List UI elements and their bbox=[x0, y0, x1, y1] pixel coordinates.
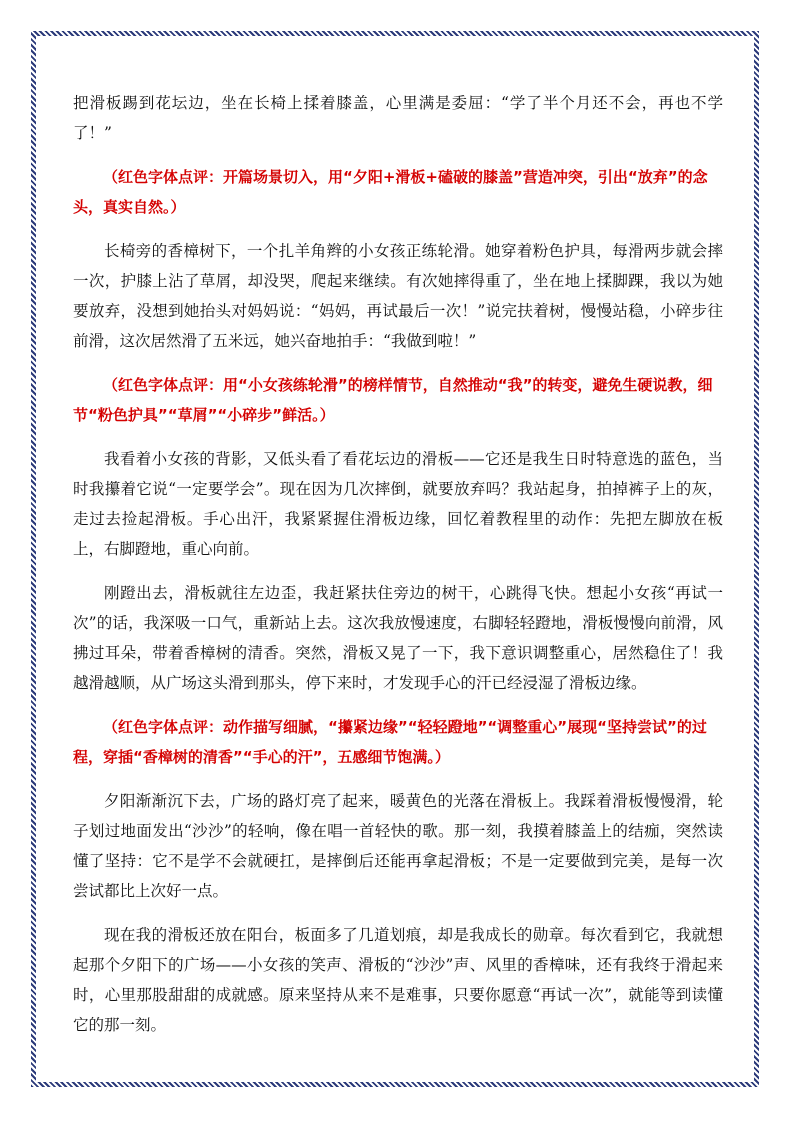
paragraph: 我看着小女孩的背影，又低头看了看花坛边的滑板——它还是我生日时特意选的蓝色，当时我攥着它说“一定要学会”。现在因为几次摔倒，就要放弃吗？我站起身，拍掉裤子上的灰，走过去捡起滑板。手心出汗，我紧紧握住滑板边缘，回忆着教程里的动作：先把左脚放在板上，右脚蹬地，重心向前。 bbox=[73, 450, 723, 558]
document-body bbox=[73, 88, 723, 1054]
paragraph: 长椅旁的香樟树下，一个扎羊角辫的小女孩正练轮滑。她穿着粉色护具，每滑两步就会摔一次，护膝上沾了草屑，却没哭，爬起来继续。有次她摔得重了，坐在地上揉脚踝，我以为她要放弃，没想到她抬头对妈妈说：“妈妈，再试最后一次！”说完扶着树，慢慢站稳，小碎步往前滑，这次居然滑了五米远，她兴奋地拍手：“我做到啦！” bbox=[73, 242, 723, 350]
red-comment: （红色字体点评：动作描写细腻，“攥紧边缘”“轻轻蹬地”“调整重心”展现“坚持尝试”的过程，穿插“香樟树的清香”“手心的汗”，五感细节饱满。） bbox=[73, 718, 707, 766]
paragraph: 刚蹬出去，滑板就往左边歪，我赶紧扶住旁边的树干，心跳得飞快。想起小女孩“再试一次”的话，我深吸一口气，重新站上去。这次我放慢速度，右脚轻轻蹬地，滑板慢慢向前滑，风拂过耳朵，带着香樟树的清香。突然，滑板又晃了一下，我下意识调整重心，居然稳住了！我越滑越顺，从广场这头滑到那头，停下来时，才发现手心的汗已经浸湿了滑板边缘。 bbox=[73, 584, 723, 692]
red-comment: （红色字体点评：用“小女孩练轮滑”的榜样情节，自然推动“我”的转变，避免生硬说教，细节“粉色护具”“草屑”“小碎步”鲜活。） bbox=[73, 376, 713, 424]
red-comment: （红色字体点评：开篇场景切入，用“夕阳+滑板+磕破的膝盖”营造冲突，引出“放弃”的念头，真实自然。） bbox=[73, 168, 708, 216]
paragraph: 现在我的滑板还放在阳台，板面多了几道划痕，却是我成长的勋章。每次看到它，我就想起那个夕阳下的广场——小女孩的笑声、滑板的“沙沙”声、风里的香樟味，还有我终于滑起来时，心里那股甜甜的成就感。原来坚持从来不是难事，只要你愿意“再试一次”，就能等到读懂它的那一刻。 bbox=[73, 926, 723, 1034]
paragraph: 夕阳渐渐沉下去，广场的路灯亮了起来，暖黄色的光落在滑板上。我踩着滑板慢慢滑，轮子划过地面发出“沙沙”的轻响，像在唱一首轻快的歌。那一刻，我摸着膝盖上的结痂，突然读懂了坚持：它不是学不会就硬扛，是摔倒后还能再拿起滑板；不是一定要做到完美，是每一次尝试都比上次好一点。 bbox=[73, 792, 723, 900]
paragraph: 把滑板踢到花坛边，坐在长椅上揉着膝盖，心里满是委屈：“学了半个月还不会，再也不学了！” bbox=[73, 94, 723, 142]
